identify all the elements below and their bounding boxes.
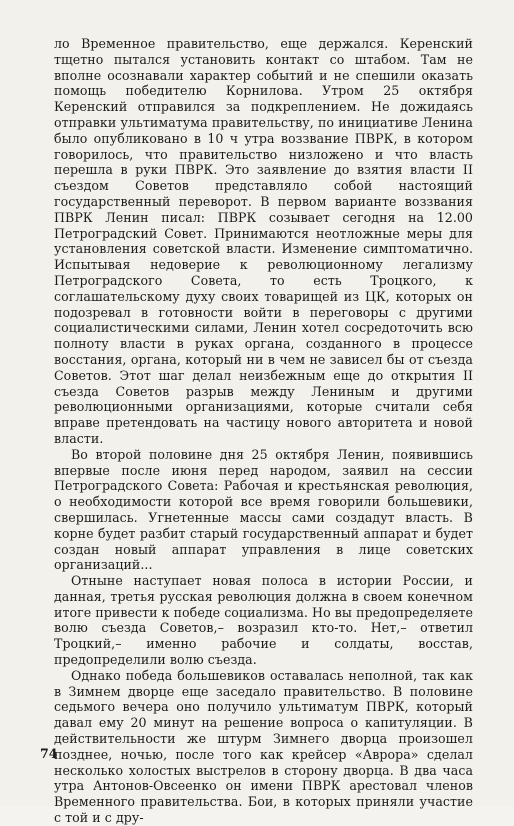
paragraph-3: Отныне наступает новая полоса в истории России, и данная, третья русская революция должна в своем конечном итоге привести к победе социализма. Но вы предопределяете волю съезда Советов,– возразил кто-то. Нет,– ответил Троцкий,– именно рабочие и солдаты, восстав, предопределили волю съезда.: [54, 573, 473, 668]
page-number: 74: [40, 746, 58, 761]
paragraph-4: Однако победа большевиков оставалась неполной, так как в Зимнем дворце еще заседало правительство. В половине седьмого вечера оно получило ультиматум ПВРК, который давал ему 20 минут на решение вопроса о капитуляции. В действительности же штурм Зимнего дворца произошел позднее, ночью, после того как крейсер «Аврора» сделал несколько холостых выстрелов в сторону дворца. В два часа утра Антонов-Овсеенко он имени ПВРК арестовал членов Временного правительства. Бои, в которых приняли участие с той и с дру-: [54, 667, 473, 826]
paragraph-2: Во второй половине дня 25 октября Ленин, появившись впервые после июня перед народом, заявил на сессии Петроградского Совета: Рабочая и крестьянская революция, о необходимости которой все время говорили большевики, свершилась. Угнетенные массы сами создадут власть. В корне будет разбит старый государственный аппарат и будет создан новый аппарат управления в лице советских организаций...: [54, 446, 473, 573]
body-text: [54, 36, 473, 826]
paragraph-1: ло Временное правительство, еще держался. Керенский тщетно пытался установить контакт со штабом. Там не вполне осознавали характер событий и не спешили оказать помощь победителю Корнилова. Утром 25 октября Керенский отправился за подкреплением. Не дожидаясь отправки ультиматума правительству, по инициативе Ленина было опубликовано в 10 ч утра воззвание ПВРК, в котором говорилось, что правительство низложено и что власть перешла в руки ПВРК. Это заявление до взятия власти II съездом Советов представляло собой настоящий государственный переворот. В первом варианте воззвания ПВРК Ленин писал: ПВРК созывает сегодня на 12.00 Петроградский Совет. Принимаются неотложные меры для установления советской власти. Изменение симптоматично. Испытывая недоверие к революционному легализму Петроградского Совета, то есть Троцкого, к соглашательскому духу своих товарищей из ЦК, которых он подозревал в готовности войти в переговоры с другими социалистическими силами, Ленин хотел сосредоточить всю полноту власти в руках органа, созданного в процессе восстания, органа, который ни в чем не зависел бы от съезда Советов. Этот шаг делал неизбежным еще до открытия II съезда Советов разрыв между Лениным и другими революционными организациями, которые считали себя вправе претендовать на частицу нового авторитета и новой власти.: [54, 36, 473, 446]
